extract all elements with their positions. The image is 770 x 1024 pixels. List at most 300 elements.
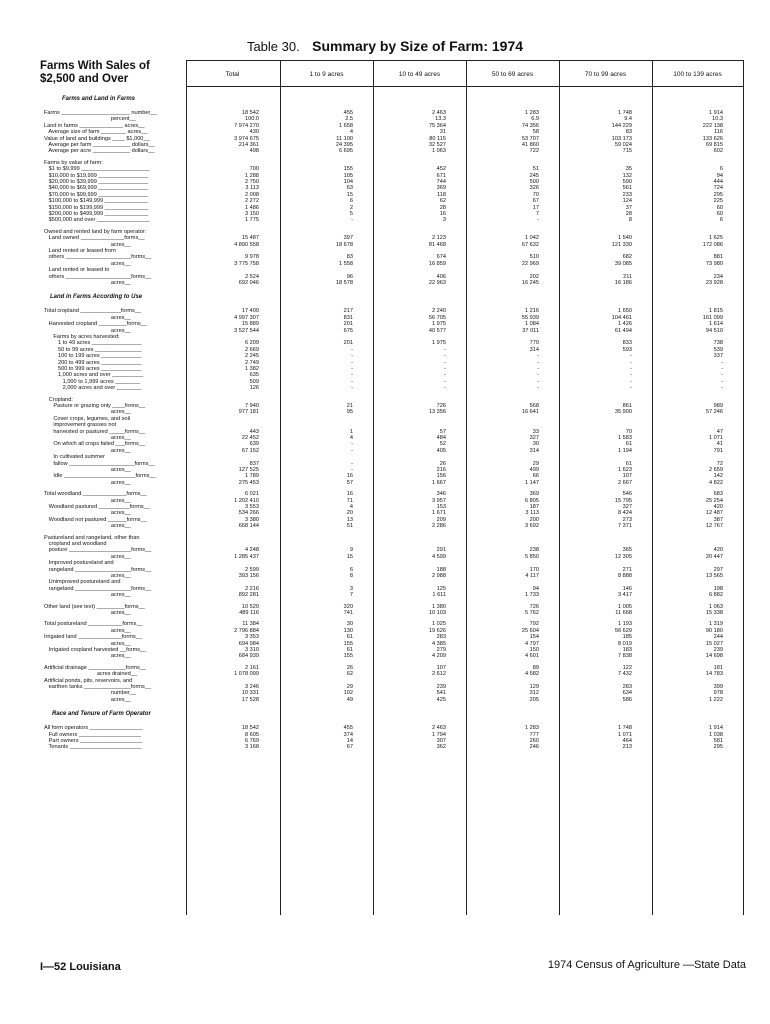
table-cell: 18 542 — [241, 110, 259, 116]
row-label: cropland and woodland — [44, 541, 107, 547]
table-cell: 1 623 — [618, 467, 632, 473]
table-cell: 118 — [437, 191, 446, 198]
table-cell: 222 138 — [702, 122, 723, 129]
table-cell: 7 — [349, 592, 353, 599]
table-cell: 420 — [713, 547, 723, 554]
table-cell: 337 — [713, 353, 723, 360]
row-label: Other land (see text) _________forms__ — [44, 603, 145, 610]
table-cell: 22 963 — [428, 280, 446, 286]
table-cell: 7 — [535, 211, 539, 217]
table-cell: 146 — [622, 585, 632, 592]
table-cell: 861 — [622, 403, 632, 409]
table-cell: 684 939 — [238, 653, 259, 660]
row-label: rangeland __________________forms__ — [44, 566, 152, 573]
table-cell: 29 — [532, 460, 539, 467]
table-cell: 639 — [249, 441, 259, 448]
page-title — [0, 38, 770, 56]
table-cell: 283 — [436, 634, 446, 641]
table-cell: 692 046 — [238, 280, 259, 286]
table-cell: 14 — [346, 738, 353, 744]
table-cell: 13 565 — [705, 573, 723, 579]
table-cell: 1 078 099 — [234, 671, 259, 678]
table-cell: 683 — [713, 491, 723, 498]
table-cell: - — [630, 353, 632, 360]
table-cell: 205 — [529, 696, 539, 703]
table-cell: 61 — [346, 634, 353, 641]
table-cell: 6 — [349, 198, 353, 205]
table-cell: - — [444, 378, 446, 385]
section-heading: Farms and Land in Farms — [62, 96, 136, 102]
table-cell: 1 063 — [709, 603, 723, 610]
table-cell: 777 — [529, 731, 539, 738]
table-cell: 26 — [439, 460, 446, 467]
row-label: Land rented or leased to — [44, 267, 110, 274]
table-cell: 2 669 — [245, 346, 259, 353]
table-cell: 155 — [343, 653, 353, 660]
table-cell: 11 384 — [242, 621, 259, 628]
table-cell: 41 — [716, 441, 723, 448]
table-cell: 6 — [719, 217, 723, 224]
row-label: acres__ — [44, 435, 131, 441]
table-cell: 125 — [436, 585, 446, 592]
table-cell: 56 705 — [428, 314, 446, 321]
table-cell: 484 — [436, 435, 446, 441]
table-cell: 100.0 — [245, 116, 259, 123]
table-cell: 216 — [436, 467, 446, 473]
table-cell: 738 — [713, 340, 723, 347]
table-cell: 2 524 — [245, 273, 259, 280]
table-cell: 16 — [346, 473, 353, 480]
table-cell: 17 528 — [241, 696, 259, 703]
table-cell: 791 — [713, 447, 723, 454]
table-cell: 1 583 — [618, 435, 632, 441]
table-cell: 464 — [622, 738, 632, 744]
table-cell: 327 — [529, 435, 539, 441]
table-cell: 60 — [716, 211, 723, 217]
table-cell: 374 — [343, 731, 353, 738]
row-label: posture ____________________forms__ — [44, 547, 152, 554]
table-cell: 635 — [249, 372, 259, 379]
table-cell: 20 — [346, 510, 353, 517]
table-cell: 156 — [436, 473, 446, 480]
table-cell: 7 940 — [245, 403, 259, 409]
table-cell: 744 — [436, 179, 446, 185]
table-cell: 83 — [346, 254, 353, 261]
row-label: acres__ — [44, 467, 131, 473]
table-cell: 499 — [529, 467, 539, 473]
table-cell: 7 432 — [618, 671, 632, 678]
table-cell: 9 — [349, 547, 353, 554]
table-cell: 498 — [249, 148, 259, 155]
table-cell: 2 659 — [709, 467, 723, 473]
table-cell: 271 — [622, 566, 632, 573]
table-cell: 295 — [713, 191, 723, 198]
table-cell: 2 123 — [432, 235, 446, 242]
table-cell: 4 890 558 — [234, 241, 259, 248]
table-cell: 57 246 — [705, 409, 723, 416]
row-label: Average size of farm ________ acres__ — [44, 129, 148, 136]
table-cell: 2 245 — [245, 353, 259, 360]
table-cell: 71 — [346, 497, 353, 504]
column-header-rule — [186, 86, 743, 87]
table-cell: 198 — [713, 585, 723, 592]
table-cell: 105 — [343, 172, 353, 179]
table-cell: 124 — [622, 198, 632, 205]
page-footer-right: 1974 Census of Agriculture —State Data — [547, 959, 746, 971]
table-cell: 25 254 — [705, 497, 723, 504]
table-cell: 399 — [713, 684, 723, 690]
table-cell: 60 — [716, 204, 723, 211]
table-cell: 741 — [343, 610, 353, 616]
row-label: Pastureland and rangeland, other than — [44, 534, 140, 541]
table-cell: 2 612 — [432, 671, 446, 678]
table-cell: 1 775 — [245, 217, 259, 224]
table-cell: 61 — [625, 460, 632, 467]
table-cell: 2 749 — [245, 359, 259, 366]
table-cell: 6 — [719, 166, 723, 173]
table-cell: 546 — [622, 491, 632, 498]
table-cell: 365 — [622, 547, 632, 554]
row-label: acres__ — [44, 510, 131, 517]
table-cell: 15 795 — [614, 497, 632, 504]
table-cell: 30 — [532, 441, 539, 448]
table-cell: 425 — [436, 696, 446, 703]
row-label: Part owners ____________________ — [44, 738, 143, 744]
table-cell: 15 338 — [705, 610, 723, 616]
column-header: 10 to 49 acres — [398, 71, 441, 78]
table-cell: 170 — [529, 566, 539, 573]
table-cell: 726 — [436, 403, 446, 409]
table-cell: 4 797 — [525, 640, 539, 647]
table-cell: 307 — [436, 738, 446, 744]
table-cell: 291 — [436, 547, 446, 554]
table-cell: 12 487 — [705, 510, 723, 517]
table-cell: 20 447 — [705, 553, 723, 560]
table-cell: 13 356 — [428, 409, 446, 416]
row-label: Artificial ponds, pits, reservoirs, and — [44, 677, 133, 684]
table-cell: 1 794 — [432, 731, 446, 738]
table-cell: 590 — [622, 179, 632, 185]
row-label: 500 to 999 acres _____________ — [44, 366, 142, 372]
table-cell: 1 283 — [525, 725, 539, 732]
table-cell: 3 310 — [245, 647, 259, 653]
table-cell: 14 698 — [705, 653, 723, 660]
table-cell: 1 380 — [432, 603, 446, 610]
table-cell: 3 380 — [245, 516, 259, 523]
table-cell: 94 — [532, 585, 539, 592]
table-cell: 792 — [529, 621, 539, 628]
table-cell: 8 424 — [618, 510, 632, 517]
table-cell: 96 — [346, 273, 353, 280]
table-cell: 8 — [628, 217, 632, 224]
row-label: $1 to $9,999 ______________________ — [44, 166, 150, 173]
table-cell: 1 222 — [709, 696, 723, 703]
row-label: Unimproved postureland and — [44, 579, 121, 586]
table-cell: 1 084 — [525, 321, 539, 328]
table-cell: 3 — [442, 217, 446, 224]
table-cell: 297 — [713, 566, 723, 573]
table-cell: 362 — [436, 744, 446, 751]
table-cell: 15 027 — [705, 640, 723, 647]
table-cell: 129 — [529, 684, 539, 690]
row-label: $20,000 to $39,999 ________________ — [44, 179, 149, 185]
row-label: $200,000 to $499,999 ______________ — [44, 211, 149, 217]
table-cell: - — [444, 372, 446, 379]
table-cell: - — [351, 366, 353, 372]
row-label: Total postureland ___________forms__ — [44, 621, 143, 628]
table-cell: 155 — [343, 640, 353, 647]
table-cell: 154 — [529, 634, 539, 641]
table-cell: 15 487 — [241, 235, 259, 242]
table-cell: 62 — [346, 671, 353, 678]
table-cell: 67 152 — [241, 447, 259, 454]
table-cell: 6.9 — [531, 116, 539, 123]
table-cell: 234 — [713, 273, 723, 280]
table-cell: 209 — [436, 516, 446, 523]
table-cell: 211 — [623, 273, 632, 280]
table-cell: 23 928 — [705, 280, 723, 286]
table-cell: 1 063 — [432, 148, 446, 155]
table-cell: 73 980 — [705, 260, 723, 267]
table-cell: 172 086 — [702, 241, 723, 248]
row-label: acres__ — [44, 479, 131, 486]
table-cell: 275 453 — [238, 479, 259, 486]
table-cell: 1 975 — [432, 340, 446, 347]
table-cell: 4 — [349, 504, 353, 510]
table-cell: 5 850 — [525, 553, 539, 560]
table-cell: 837 — [249, 460, 259, 467]
table-cell: 49 — [346, 696, 353, 703]
table-cell: 510 — [529, 254, 539, 261]
column-header: 100 to 139 acres — [673, 71, 722, 78]
table-cell: 2 750 — [245, 179, 259, 185]
table-cell: 12 767 — [705, 523, 723, 530]
table-cell: - — [444, 346, 446, 353]
table-cell: 881 — [713, 254, 723, 261]
table-cell: 4 209 — [432, 653, 446, 660]
table-cell: 52 — [439, 441, 446, 448]
table-cell: 70 — [625, 428, 632, 435]
table-cell: 3 775 758 — [234, 260, 259, 267]
table-cell: 70 — [532, 191, 539, 198]
table-cell: 978 — [713, 690, 723, 697]
row-label: $70,000 to $99,999 ________________ — [44, 191, 149, 198]
table-cell: 107 — [622, 473, 632, 480]
row-label: Irrigated land ______________forms__ — [44, 634, 142, 641]
table-cell: - — [537, 366, 539, 372]
table-cell: 892 281 — [238, 592, 259, 599]
column-header: 50 to 69 acres — [491, 71, 534, 78]
table-cell: 393 156 — [238, 573, 259, 579]
table-cell: 4 822 — [709, 479, 723, 486]
table-cell: 16 — [346, 491, 353, 498]
table-cell: 90 180 — [705, 627, 723, 634]
table-cell: 682 — [622, 254, 632, 261]
table-cell: - — [351, 353, 353, 360]
table-cell: 13 — [346, 516, 353, 523]
table-cell: 602 — [713, 148, 723, 155]
column-header: Total — [225, 71, 240, 78]
row-label: acres__ — [44, 327, 131, 334]
section-heading: Land in Farms According to Use — [50, 294, 143, 301]
table-cell: 31 — [439, 129, 446, 136]
table-cell: 10 331 — [241, 690, 259, 697]
table-cell: 75 364 — [428, 122, 446, 129]
row-label: 1,000 acres and over __________ — [44, 372, 144, 379]
table-cell: 67 — [532, 198, 539, 205]
table-cell: 1 789 — [245, 473, 259, 480]
row-label: Total woodland ______________forms__ — [44, 491, 147, 498]
table-cell: 3 974 675 — [234, 135, 259, 142]
table-right-rule — [743, 60, 744, 915]
row-label: Harvested cropland _________forms__ — [44, 321, 147, 328]
table-cell: 770 — [529, 340, 539, 347]
table-cell: 3 417 — [618, 592, 632, 599]
table-cell: - — [444, 359, 446, 366]
table-cell: 15 — [346, 553, 353, 560]
row-label: Farms by value of farm: — [44, 159, 103, 166]
row-label: Farms ______________________ number__ — [44, 110, 157, 116]
table-cell: 1 426 — [618, 321, 632, 328]
table-cell: 700 — [249, 166, 259, 173]
table-cell: 2 161 — [245, 664, 259, 671]
table-cell: 246 — [529, 744, 539, 751]
table-cell: 21 — [346, 403, 353, 409]
table-cell: 2 796 884 — [234, 627, 259, 634]
table-cell: 18 542 — [241, 725, 259, 732]
row-label: Irrigated cropland harvested __forms__ — [44, 647, 147, 653]
table-cell: 2 — [349, 204, 353, 211]
table-cell: 3 113 — [525, 510, 539, 517]
table-cell: 26 — [346, 664, 353, 671]
table-cell: 59 024 — [614, 142, 632, 148]
table-cell: 200 — [529, 516, 539, 523]
table-cell: - — [351, 359, 353, 366]
table-cell: 16 245 — [521, 280, 539, 286]
table-cell: 314 — [529, 447, 539, 454]
table-cell: 369 — [529, 491, 539, 498]
table-cell: 16 859 — [428, 260, 446, 267]
table-cell: 1 193 — [618, 621, 632, 628]
table-cell: 10 103 — [428, 610, 446, 616]
table-cell: 67 — [346, 744, 353, 751]
table-cell: 694 984 — [238, 640, 259, 647]
table-cell: 61 494 — [614, 327, 632, 334]
table-cell: 127 525 — [238, 467, 259, 473]
table-cell: 1 650 — [618, 308, 632, 315]
row-label: acres__ — [44, 610, 131, 616]
row-label: Average per acre ____________ dollars__ — [44, 148, 155, 155]
table-cell: 5 — [349, 211, 353, 217]
table-cell: 3 353 — [245, 634, 259, 641]
table-cell: 121 330 — [611, 241, 632, 248]
table-cell: 675 — [343, 327, 353, 334]
table-cell: 726 — [529, 603, 539, 610]
table-cell: 7 838 — [618, 653, 632, 660]
table-cell: 57 — [439, 428, 446, 435]
table-cell: 69 815 — [705, 142, 723, 148]
table-cell: 238 — [529, 547, 539, 554]
table-cell: 541 — [436, 690, 446, 697]
table-number: Table 30. — [246, 39, 300, 54]
row-label: Value of land and buildings ____ $1,000__ — [44, 135, 150, 142]
table-cell: 406 — [436, 273, 446, 280]
row-label: 2,000 acres and over ________ — [44, 385, 142, 392]
table-cell: 56 629 — [614, 627, 632, 634]
table-cell: 122 — [622, 664, 632, 671]
table-cell: - — [721, 385, 723, 392]
row-label: acres__ — [44, 523, 131, 530]
table-cell: 1 486 — [245, 204, 259, 211]
table-cell: 67 632 — [521, 241, 539, 248]
row-label: Full owners ____________________ — [44, 731, 142, 738]
table-cell: 1 283 — [525, 110, 539, 116]
table-cell: - — [351, 467, 353, 473]
table-cell: 1 285 437 — [234, 553, 259, 560]
table-cell: 202 — [529, 273, 539, 280]
table-cell: 214 361 — [238, 142, 259, 148]
table-cell: 6 — [349, 566, 353, 573]
table-cell: 1 975 — [432, 321, 446, 328]
table-cell: 30 — [346, 621, 353, 628]
table-cell: 989 — [713, 403, 723, 409]
table-top-rule — [186, 60, 743, 61]
table-cell: 12 305 — [614, 553, 632, 560]
left-heading-line1: Farms With Sales of — [40, 60, 150, 72]
table-cell: 3 113 — [245, 185, 259, 192]
table-cell: 80 115 — [429, 135, 446, 142]
table-cell: 6 695 — [339, 148, 353, 155]
row-label: rangeland __________________forms__ — [44, 585, 152, 592]
table-cell: - — [351, 385, 353, 392]
table-cell: 2 667 — [618, 479, 632, 486]
table-cell: 9.4 — [624, 116, 632, 123]
row-label: Pasture or grazing only ____forms__ — [44, 403, 146, 409]
table-cell: 387 — [713, 516, 723, 523]
table-cell: 2 463 — [432, 725, 446, 732]
table-cell: 1 815 — [709, 308, 723, 315]
column-header: 1 to 9 acres — [309, 71, 344, 78]
table-cell: - — [351, 217, 353, 224]
table-cell: 7 974 270 — [234, 122, 259, 129]
table-cell: 1 071 — [618, 731, 632, 738]
table-cell: 500 — [529, 179, 539, 185]
row-label: acres__ — [44, 260, 131, 267]
row-label: On which all crops failed ___forms__ — [44, 441, 146, 448]
table-cell: 183 — [622, 647, 632, 653]
row-label: Owned and rented land by farm operator: — [44, 228, 147, 235]
table-cell: 47 — [716, 428, 723, 435]
table-cell: 724 — [713, 185, 723, 192]
table-cell: 10.3 — [712, 116, 723, 123]
table-cell: 283 — [622, 684, 632, 690]
table-cell: 18 678 — [335, 241, 353, 248]
table-cell: 58 — [532, 129, 539, 136]
table-cell: 74 356 — [521, 122, 539, 129]
row-label: acres__ — [44, 627, 131, 634]
table-cell: 1 025 — [432, 621, 446, 628]
table-cell: 2 240 — [432, 308, 446, 315]
table-cell: 161 099 — [702, 314, 723, 321]
table-cell: 63 — [346, 185, 353, 192]
table-cell: 4 582 — [525, 671, 539, 678]
row-label: acres drained__ — [44, 671, 137, 678]
table-cell: - — [351, 372, 353, 379]
table-cell: - — [630, 366, 632, 372]
table-cell: 32 527 — [428, 142, 446, 148]
row-label: acres__ — [44, 592, 131, 599]
table-cell: - — [537, 359, 539, 366]
